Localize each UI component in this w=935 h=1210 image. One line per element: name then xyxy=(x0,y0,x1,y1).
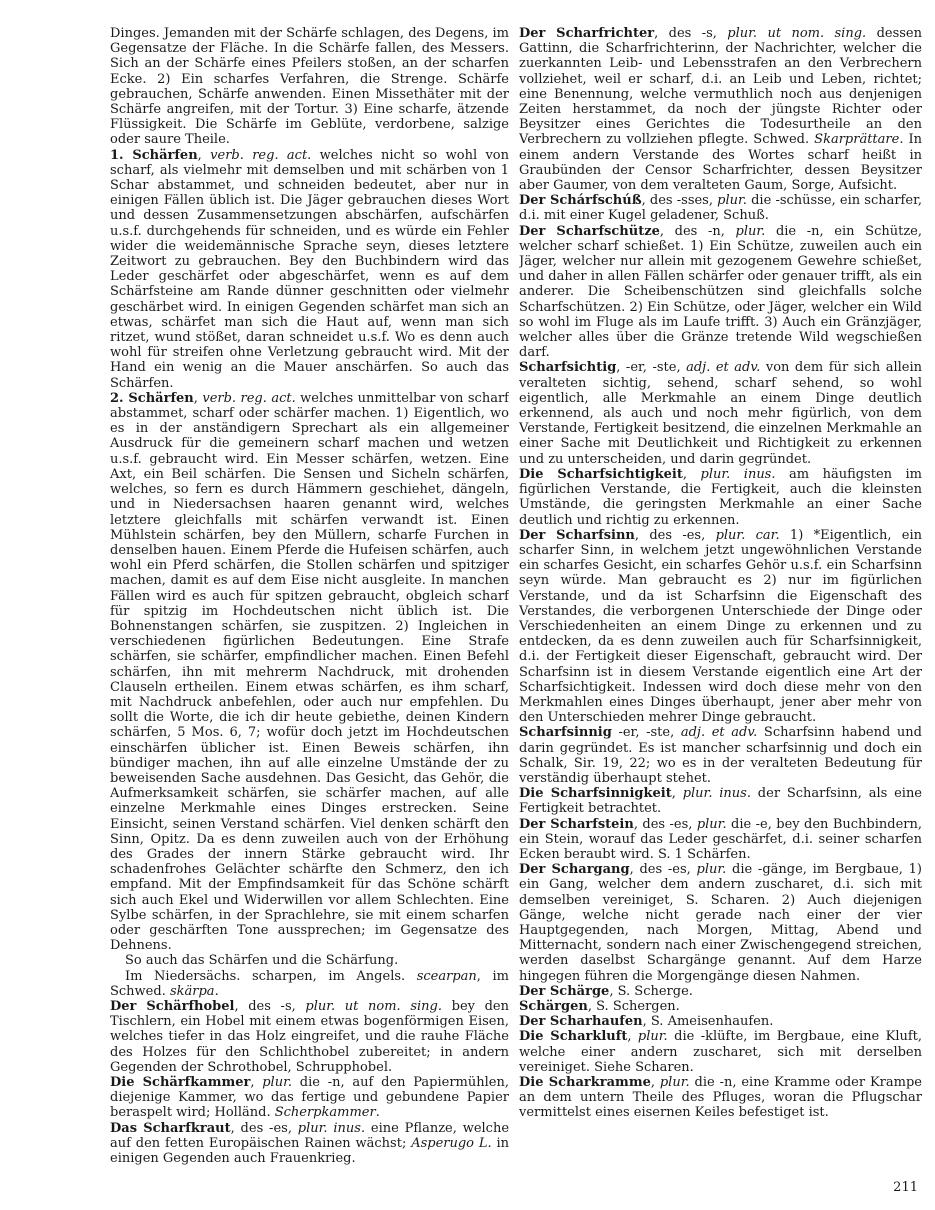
entry-scharhaufen: Der Scharhaufen, S. Ameisenhaufen. xyxy=(519,1014,774,1030)
entry-schargang: Der Schargang, des -es, plur. die -gänge, im Bergbaue, 1) ein Gang, welcher dem andern zuscharet, d.i. sich mit demselben vereiniget, S. Scharen. 2) Auch diejenigen Gänge, welche nicht gerade nach einer der vier Hauptgegenden, nach Morgen, Mittag, Abend und Mitternacht, sondern nach einer Zwischengegend streichen, werden daselbst Schargänge genannt. Auf dem Harze hingegen führen die Morgengänge diesen Nahmen. xyxy=(519,862,922,984)
entry-scharfschuss: Der Schárfschúß, des -sses, plur. die -schüsse, ein scharfer, d.i. mit einer Kugel geladener, Schuß. xyxy=(519,193,922,224)
note-so-auch: So auch das Schärfen und die Schärfung. xyxy=(125,953,399,969)
entry-scharfsichtigkeit: Die Scharfsichtigkeit, plur. inus. am häufigsten im figürlichen Verstande, die Fertigkeit, auch die kleinsten Umstände, die geringsten Merkmahle an einer Sache deutlich und richtig zu erkennen. xyxy=(519,466,922,528)
note-etymology: Im Niedersächs. scharpen, im Angels. scearpan, im Schwed. skärpa. xyxy=(110,968,509,999)
entry-scharfkraut: Das Scharfkraut, des -es, plur. inus. eine Pflanze, welche auf den fetten Europäischen Rainen wächst; Asperugo L. in einigen Gegenden auch Frauenkrieg. xyxy=(110,1120,509,1167)
entry-scharfsinnigkeit: Die Scharfsinnigkeit, plur. inus. der Scharfsinn, als eine Fertigkeit betrachtet. xyxy=(519,786,922,817)
entry-scharkluft: Die Scharkluft, plur. die -klüfte, im Bergbaue, eine Kluft, welche einer andern zuscharet, sich mit derselben vereiniget. Siehe Scharen. xyxy=(519,1029,922,1075)
entry-schaergen: Schärgen, S. Schergen. xyxy=(519,999,680,1014)
page-number: 211 xyxy=(893,1180,918,1195)
entry-scharfsichtig: Scharfsichtig, -er, -ste, adj. et adv. von dem für sich allein veralteten sichtig, sehend, scharf sehend, so wohl eigentlich, alle Merkmahle an einem Dinge deutlich erkennend, als auch und noch mehr figürlich, von dem Verstande, Fertigkeit besitzend, die einzelnen Merkmahle an einer Sache mit Deutlichkeit und Richtigkeit zu erkennen und zu unterscheiden, und darin gegründet. xyxy=(519,360,922,467)
entry-schaerfe-continuation: Dinges. Jemanden mit der Schärfe schlagen, des Degens, im Gegensatze der Fläche. In die Schärfe fallen, des Messers. Sich an der Schärfe eines Pfeilers stoßen, an der scharfen Ecke. 2) Ein scharfes Verfahren, die Strenge. Schärfe gebrauchen, Schärfe anwenden. Einen Missethäter mit der Schärfe angreifen, mit der Tortur. 3) Eine scharfe, ätzende Flüssigkeit. Die Schärfe im Geblüte, verdorbene, salzige oder saure Theile. xyxy=(110,26,509,148)
column-right xyxy=(519,26,922,1176)
entry-1-schaerfen: 1. Schärfen, verb. reg. act. welches nicht so wohl von scharf, als vielmehr mit demselben und mit schärben von 1 Schar abstammet, und schneiden bedeutet, aber nur in einigen Fällen üblich ist. Die Jäger gebrauchen dieses Wort und dessen Zusammensetzungen abschärfen, aufschärfen u.s.f. durchgehends für schneiden, und es würde ein Fehler wider die weidemännische Sprache seyn, dieses letztere Zeitwort zu gebrauchen. Bey den Buchbindern wird das Leder geschärfet oder abgeschärfet, wenn es auf dem Schärfsteine am Rande dünner geschnitten oder vielmehr geschärbet wird. In einigen Gegenden schärfet man sich an etwas, schärfet man sich die Haut auf, wenn man sich ritzet, wund stößet, daran schneidet u.s.f. Wo es denn auch wohl für streifen ohne Verletzung gebraucht wird. Mit der Hand ein wenig an die Mauer anschärfen. So auch das Schärfen. xyxy=(110,147,509,391)
column-left xyxy=(110,26,509,1198)
entry-scharfsinnig: Scharfsinnig -er, -ste, adj. et adv. Scharfsinn habend und darin gegründet. Es ist mancher scharfsinnig und doch ein Schalk, Sir. 19, 22; wo es in der veralteten Bedeutung für verständig überhaupt stehet. xyxy=(519,725,922,786)
entry-schaerfkammer: Die Schärfkammer, plur. die -n, auf den Papiermühlen, diejenige Kammer, wo das fertige und gebundene Papier beraspelt wird; Holländ. Scherpkammer. xyxy=(110,1075,509,1121)
entry-2-schaerfen: 2. Schärfen, verb. reg. act. welches unmittelbar von scharf abstammet, scharf oder schärfer machen. 1) Eigentlich, wo es in der anständigern Sprechart als ein allgemeiner Ausdruck für die gemeinern scharf machen und wetzen u.s.f. gebraucht wird. Ein Messer schärfen, wetzen. Eine Axt, ein Beil schärfen. Die Sensen und Sicheln schärfen, welches, so fern es durch Hämmern geschiehet, dängeln, und in Niedersachsen haaren genannt wird, welches letztere gleichfalls mit schärfen verwandt ist. Einen Mühlstein schärfen, bey den Müllern, scharfe Furchen in denselben hauen. Einem Pferde die Hufeisen schärfen, auch wohl ein Pferd schärfen, die Stollen schärfen und spitziger machen, damit es auf dem Eise nicht ausgleite. In manchen Fällen wird es auch für spitzen gebraucht, obgleich scharf für spitzig im Hochdeutschen nicht üblich ist. Die Bohnenstangen schärfen, sie zuspitzen. 2) Ingleichen in verschiedenen figürlichen Bedeutungen. Eine Strafe schärfen, sie schärfer, empfindlicher machen. Einen Befehl schärfen, ihn mit mehrerm Nachdruck, mit drohenden Clauseln ertheilen. Einem etwas schärfen, es ihm scharf, mit Nachdruck anbefehlen, oder auch nur empfehlen. Du sollt die Worte, die ich dir heute gebiethe, deinen Kindern schärfen, 5 Mos. 6, 7; wofür doch jetzt im Hochdeutschen einschärfen üblicher ist. Einen Beweis schärfen, ihn bündiger machen, ihn auf alle einzelne Umstände der zu beweisenden Sache ausdehnen. Das Gesicht, das Gehör, die Aufmerksamkeit schärfen, sie schärfer machen, auf alle einzelne Merkmahle eines Dinges erstrecken. Seine Einsicht, seinen Verstand schärfen. Viel denken schärft den Sinn, Opitz. Da es denn zuweilen auch von der Erhöhung des Grades der innern Stärke gebraucht wird. Ihr schadenfrohes Gelächter schärfte den Schmerz, den ich empfand. Mit der Empfindsamkeit für das Schöne schärft sich auch Ekel und Widerwillen vor allem Schlechten. Eine Sylbe schärfen, in der Sprachlehre, sie mit einem scharfen oder geschärften Tone aussprechen; im Gegensatze des Dehnens. xyxy=(110,390,509,954)
entry-scharkramme: Die Scharkramme, plur. die -n, eine Kramme oder Krampe an dem untern Theile des Pfluges, woran die Pflugschar vermittelst eines eisernen Keiles befestiget ist. xyxy=(519,1075,922,1121)
entry-schaerge: Der Schärge, S. Scherge. xyxy=(519,983,693,999)
entry-schaerfhobel: Der Schärfhobel, des -s, plur. ut nom. sing. bey den Tischlern, ein Hobel mit einem etwas bogenförmigen Eisen, welches tiefer in das Holz eingreifet, und die rauhe Fläche des Holzes für den Schlichthobel zubereitet; in andern Gegenden der Schrothobel, Schrupphobel. xyxy=(110,999,509,1075)
entry-scharfstein: Der Scharfstein, des -es, plur. die -e, bey den Buchbindern, ein Stein, worauf das Leder geschärfet, d.i. seiner scharfen Ecken beraubt wird. S. 1 Schärfen. xyxy=(519,816,922,862)
entry-scharfrichter: Der Scharfrichter, des -s, plur. ut nom. sing. dessen Gattinn, die Scharfrichterinn, der Nachrichter, welcher die zuerkannten Leib- und Lebensstrafen an den Verbrechern vollziehet, weil er scharf, d.i. an Leib und Leben, richtet; eine Benennung, welche vermuthlich noch aus denjenigen Zeiten herstammet, da noch der jüngste Richter oder Beysitzer eines Gerichtes die Todesurtheile an den Verbrechern zu vollziehen pflegte. Schwed. Skarprättare. In einem andern Verstande des Wortes scharf heißt in Graubünden der Censor Scharfrichter, dessen Beysitzer aber Gaumer, von dem veralteten Gaum, Sorge, Aufsicht. xyxy=(519,26,922,194)
entry-scharfschuetze: Der Scharfschütze, des -n, plur. die -n, ein Schütze, welcher scharf schießet. 1) Ein Schütze, zuweilen auch ein Jäger, welcher nur allein mit gezogenem Gewehre schießet, und daher in allen Fällen schärfer oder genauer trifft, als ein anderer. Die Scheibenschützen sind gleichfalls solche Scharfschützen. 2) Ein Schütze, oder Jäger, welcher ein Wild so wohl im Fluge als im Laufe trifft. 3) Auch ein Gränzjäger, welcher alles über die Gränze tretende Wild wegschießen darf. xyxy=(519,223,922,361)
entry-scharfsinn: Der Scharfsinn, des -es, plur. car. 1) *Eigentlich, ein scharfer Sinn, in welchem jetzt ungewöhnlichen Verstande ein scharfes Gesicht, ein scharfes Gehör u.s.f. ein Scharfsinn seyn würde. Man gebraucht es 2) nur im figürlichen Verstande, und da ist Scharfsinn die Eigenschaft des Verstandes, die verborgenen Unterschiede der Dinge oder Verschiedenheiten an einem Dinge zu erkennen und zu entdecken, da es denn zuweilen auch für Scharfsinnigkeit, d.i. der Fertigkeit dieser Eigenschaft, gebraucht wird. Der Scharfsinn ist in diesem Verstande eigentlich eine Art der Scharfsichtigkeit. Indessen wird doch diese mehr von den Merkmahlen eines Dinges überhaupt, jener aber mehr von den Unterschieden mehrer Dinge gebraucht. xyxy=(519,527,922,726)
